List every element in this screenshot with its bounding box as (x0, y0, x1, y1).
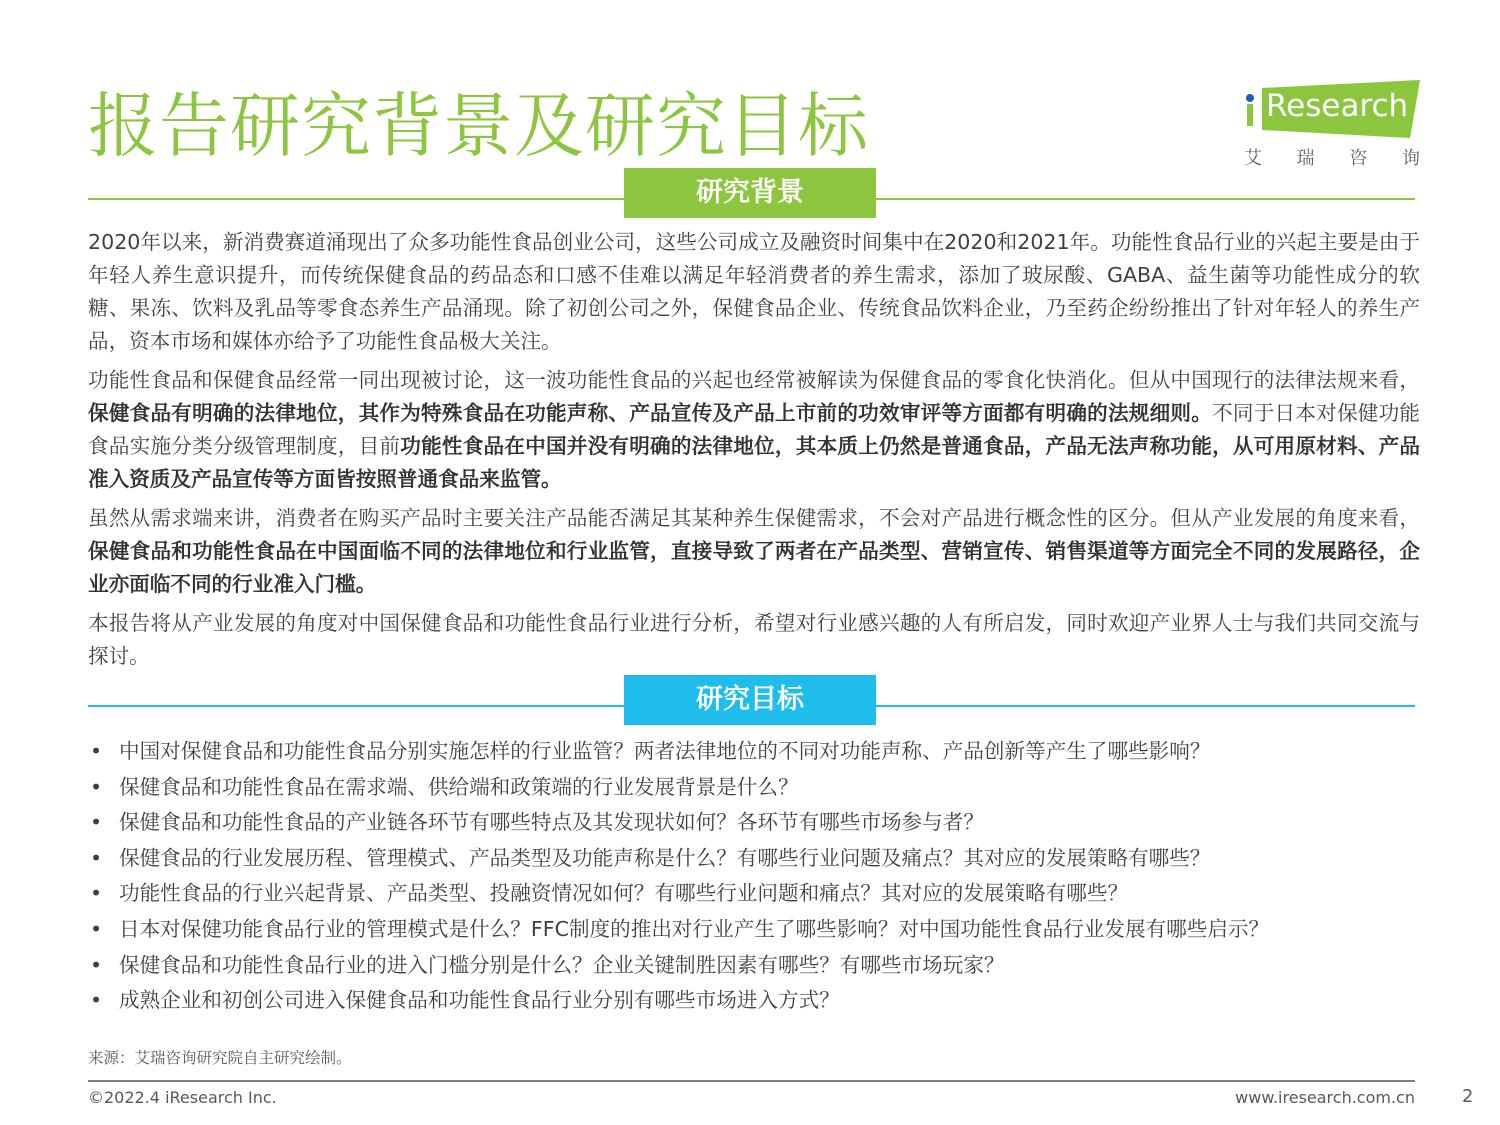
logo-sub-char: 询 (1401, 148, 1420, 169)
text-run: 虽然从需求端来讲，消费者在购买产品时主要关注产品能否满足其某种养生保健需求，不会对产品进行概念性的区分。但从产业发展的角度来看， (88, 506, 1420, 530)
page-title: 报告研究背景及研究目标 (88, 85, 869, 167)
objective-text: 保健食品的行业发展历程、管理模式、产品类型及功能声称是什么？有哪些行业问题及痛点？其对应的发展策略有哪些？ (119, 845, 1211, 870)
logo-i-stem-icon (1247, 104, 1253, 126)
iresearch-logo (1240, 80, 1420, 170)
logo-brand-text: Research (1266, 88, 1409, 124)
logo-sub-char: 咨 (1349, 148, 1368, 169)
copyright-text: ©2022.4 iResearch Inc. (88, 1088, 277, 1107)
background-paragraph (88, 607, 1420, 673)
logo-i-dot-icon (1246, 94, 1254, 102)
bullet-icon: • (90, 845, 103, 870)
objective-item (88, 805, 1420, 841)
objectives-section-tag: 研究目标 (624, 675, 876, 725)
objective-text: 中国对保健食品和功能性食品分别实施怎样的行业监管？两者法律地位的不同对功能声称、产品创新等产生了哪些影响？ (119, 739, 1211, 763)
background-paragraph (88, 364, 1420, 496)
bold-text-run: 保健食品有明确的法律地位，其作为特殊食品在功能声称、产品宣传及产品上市前的功效审评等方面都有明确的法规细则。 (88, 401, 1213, 425)
objective-item (88, 876, 1420, 912)
objective-text: 功能性食品的行业兴起背景、产品类型、投融资情况如何？有哪些行业问题和痛点？其对应的发展策略有哪些？ (119, 881, 1129, 906)
objective-item (88, 912, 1420, 948)
bold-text-run: 功能性食品在中国并没有明确的法律地位，其本质上仍然是普通食品，产品无法声称功能，从可用原材料、产品准入资质及产品宣传等方面皆按照普通食品来监管。 (88, 434, 1421, 491)
bullet-icon: • (90, 916, 103, 941)
background-paragraph (88, 226, 1420, 358)
text-run: 不同于日本对保健功能食品实施分类分级管理制度，目前 (88, 401, 1420, 458)
bullet-icon: • (90, 881, 103, 906)
bullet-icon: • (90, 739, 103, 763)
background-paragraph (88, 502, 1420, 601)
bullet-icon: • (90, 774, 103, 799)
objectives-list (88, 734, 1420, 1019)
page-number: 2 (1462, 1086, 1474, 1107)
bullet-icon: • (90, 952, 103, 977)
objective-text: 保健食品和功能性食品行业的进入门槛分别是什么？企业关键制胜因素有哪些？有哪些市场玩家？ (119, 952, 1005, 977)
background-section-tag: 研究背景 (624, 168, 876, 218)
text-run: 2020年以来，新消费赛道涌现出了众多功能性食品创业公司，这些公司成立及融资时间集中在2020和2021年。功能性食品行业的兴起主要是由于年轻人养生意识提升，而传统保健食品的药品态和口感不佳难以满足年轻消费者的养生需求，添加了玻尿酸、GABA、益生菌等功能性成分的软糖、果冻、饮料及乳品等零食态养生产品涌现。除了初创公司之外，保健食品企业、传统食品饮料企业，乃至药企纷纷推出了针对年轻人的养生产品，资本市场和媒体亦给予了功能性食品极大关注。 (88, 230, 1420, 353)
objective-item (88, 770, 1420, 806)
logo-subtitle (1244, 144, 1420, 170)
footer-divider (88, 1080, 1415, 1082)
background-text (88, 226, 1420, 679)
objective-item (88, 734, 1420, 770)
website-link[interactable]: www.iresearch.com.cn (1235, 1088, 1415, 1107)
logo-sub-char: 瑞 (1296, 148, 1315, 169)
objective-item (88, 841, 1420, 877)
objective-text: 保健食品和功能性食品在需求端、供给端和政策端的行业发展背景是什么？ (119, 774, 799, 799)
text-run: 功能性食品和保健食品经常一同出现被讨论，这一波功能性食品的兴起也经常被解读为保健食品的零食化快消化。但从中国现行的法律法规来看， (88, 368, 1420, 392)
source-note: 来源：艾瑞咨询研究院自主研究绘制。 (88, 1049, 352, 1067)
objective-item (88, 948, 1420, 984)
bullet-icon: • (90, 988, 103, 1013)
objective-text: 保健食品和功能性食品的产业链各环节有哪些特点及其发现状如何？各环节有哪些市场参与者？ (119, 810, 984, 835)
text-run: 本报告将从产业发展的角度对中国保健食品和功能性食品行业进行分析，希望对行业感兴趣的人有所启发，同时欢迎产业界人士与我们共同交流与探讨。 (88, 611, 1420, 668)
objective-text: 成熟企业和初创公司进入保健食品和功能性食品行业分别有哪些市场进入方式？ (119, 988, 840, 1013)
objective-item (88, 983, 1420, 1019)
bullet-icon: • (90, 810, 103, 835)
logo-sub-char: 艾 (1244, 148, 1262, 169)
objective-text: 日本对保健功能食品行业的管理模式是什么？FFC制度的推出对行业产生了哪些影响？对中国功能性食品行业发展有哪些启示？ (119, 916, 1270, 941)
bold-text-run: 保健食品和功能性食品在中国面临不同的法律地位和行业监管，直接导致了两者在产品类型、营销宣传、销售渠道等方面完全不同的发展路径，企业亦面临不同的行业准入门槛。 (88, 539, 1420, 596)
